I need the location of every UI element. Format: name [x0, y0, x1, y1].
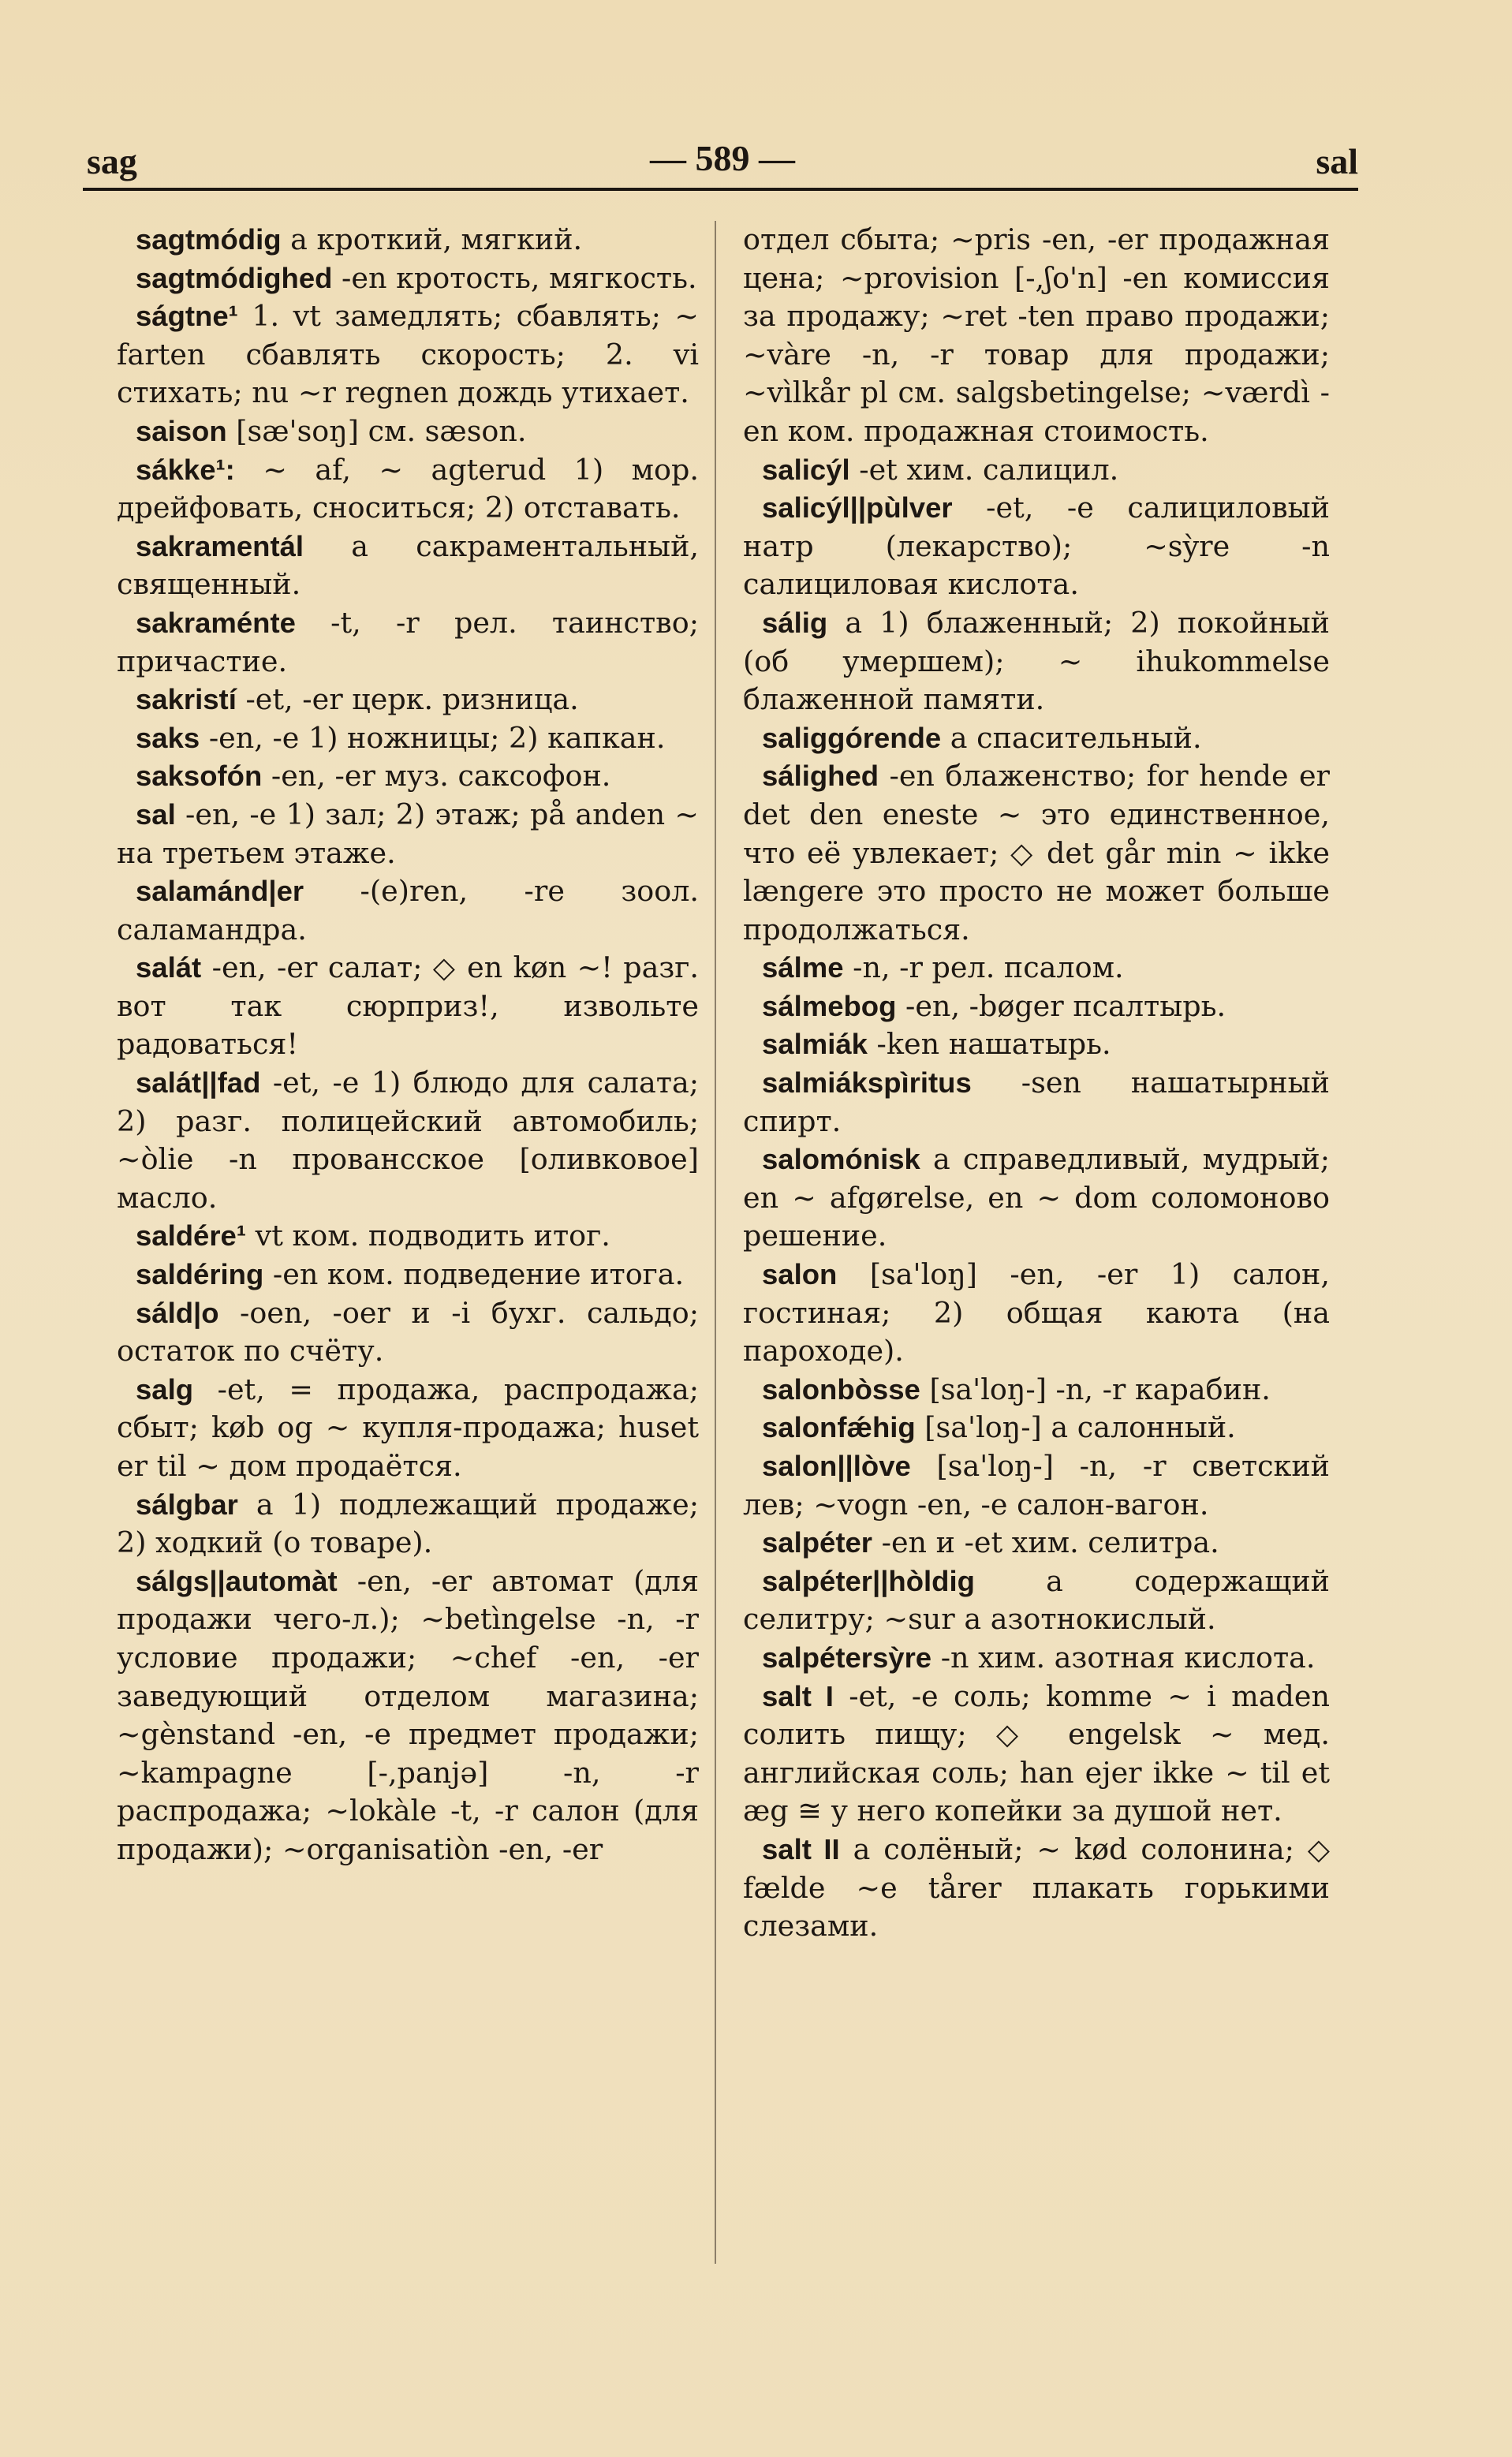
right-column — [743, 221, 1330, 1946]
dictionary-entry — [743, 1256, 1330, 1371]
entry-headword: salmiák — [762, 1028, 868, 1061]
dictionary-entry — [743, 1639, 1330, 1678]
dictionary-entry — [117, 796, 699, 872]
entry-definition: a кроткий, мягкий. — [290, 222, 583, 256]
entry-definition: -et, = продажа, распродажа; сбыт; køb og ~ купля-продажа; huset er til ~ дом продаётся. — [117, 1372, 699, 1483]
entry-definition: 1. vt замедлять; сбавлять; ~ farten сбавлять скорость; 2. vi стихать; nu ~r regnen дождь утихает. — [117, 299, 699, 410]
entry-headword: saksofón — [136, 760, 263, 793]
dictionary-entry — [743, 757, 1330, 949]
dictionary-entry — [743, 1524, 1330, 1563]
entry-definition: a сакраментальный, священный. — [117, 528, 699, 602]
dictionary-entry — [117, 1294, 699, 1371]
entry-headword: sal — [136, 797, 176, 831]
entry-definition: [sa'loŋ-] -n, -r светский лев; ~vogn -en, -e салон-вагон. — [743, 1449, 1330, 1522]
dictionary-entry — [117, 221, 699, 260]
entry-definition: -en кротость, мягкость. — [342, 260, 697, 295]
dictionary-entry — [117, 1371, 699, 1486]
entry-definition: a 1) подлежащий продаже; 2) ходкий (о товаре). — [117, 1487, 699, 1560]
entry-definition: [sa'loŋ-] -n, -r карабин. — [929, 1372, 1271, 1406]
entry-definition: -en блаженство; for hende er det den eneste ~ это единственное, что её увлекает; ◇ det går min ~ ikke længere это просто не может больше продолжаться. — [743, 759, 1330, 947]
dictionary-entry — [117, 757, 699, 796]
dictionary-entry — [743, 451, 1330, 490]
entry-headword: sagtmódig — [136, 223, 282, 256]
entry-definition: [sa'loŋ-] a салонный. — [924, 1410, 1236, 1445]
entry-headword: salát||fad — [136, 1066, 261, 1100]
entry-definition: -oen, -oer и -i бухг. сальдо; остаток по счёту. — [117, 1295, 699, 1369]
dictionary-entry — [743, 1409, 1330, 1447]
entry-headword: salamánd|er — [136, 875, 304, 908]
entry-headword: saldéring — [136, 1258, 264, 1291]
entry-headword: sakristí — [136, 683, 237, 716]
entry-headword: salmiákspìritus — [762, 1066, 972, 1100]
entry-definition: [sa'loŋ] -en, -er 1) салон, гостиная; 2) общая каюта (на пароходе). — [743, 1257, 1330, 1369]
dictionary-entry — [117, 1064, 699, 1217]
column-divider — [715, 221, 716, 2264]
page-number: — 589 — — [650, 138, 795, 178]
dictionary-entry — [117, 604, 699, 681]
entry-headword: salicýl — [762, 453, 850, 486]
dictionary-entry — [743, 1563, 1330, 1639]
dictionary-entry — [743, 1678, 1330, 1831]
entry-definition: -et, -e 1) блюдо для салата; 2) разг. полицейский автомобиль; ~òlie -n провансское [оливковое] масло. — [117, 1066, 700, 1215]
entry-definition: -en, -e 1) ножницы; 2) капкан. — [208, 720, 666, 755]
entry-definition: -n хим. азотная кислота. — [940, 1640, 1316, 1675]
entry-headword: sálmebog — [762, 989, 897, 1022]
dictionary-entry — [743, 1371, 1330, 1410]
entry-headword: salon||lòve — [762, 1450, 911, 1482]
entry-definition: a солёный; ~ kød солонина; ◇ fælde ~e tårer плакать горькими слезами. — [743, 1832, 1330, 1944]
entry-headword: sakraménte — [136, 606, 296, 639]
dictionary-entry — [743, 604, 1330, 719]
header-right-guideword: sal — [1316, 141, 1358, 181]
entry-definition: -en ком. подведение итога. — [272, 1257, 685, 1292]
entry-definition: -(e)ren, -re зоол. саламандра. — [117, 874, 699, 947]
entry-headword: salt II — [762, 1832, 840, 1865]
entry-definition: -n, -r рел. псалом. — [853, 950, 1124, 985]
entry-headword: salpéter||hòldig — [762, 1564, 975, 1597]
entry-headword: salt I — [762, 1679, 834, 1712]
entry-headword: sakramentál — [136, 529, 304, 562]
dictionary-entry — [117, 719, 699, 758]
entry-headword: sálig — [762, 606, 828, 639]
dictionary-entry — [117, 451, 699, 528]
entry-definition: -en, -e 1) зал; 2) этаж; på anden ~ на третьем этаже. — [117, 797, 699, 870]
dictionary-entry — [743, 949, 1330, 988]
entry-headword: saks — [136, 721, 200, 754]
entry-definition: [sæ'soŋ] см. sæson. — [236, 413, 527, 448]
dictionary-entry — [743, 988, 1330, 1026]
dictionary-entry — [743, 1141, 1330, 1256]
dictionary-entry — [743, 719, 1330, 758]
dictionary-entry — [743, 1064, 1330, 1141]
entry-definition: a справедливый, мудрый; en ~ afgørelse, en ~ dom соломоново решение. — [743, 1142, 1330, 1253]
dictionary-entry — [117, 528, 699, 604]
entry-headword: saison — [136, 414, 227, 447]
dictionary-entry — [117, 260, 699, 298]
dictionary-entry — [117, 1256, 699, 1294]
entry-headword: salg — [136, 1372, 194, 1406]
entry-definition: -en, -er салат; ◇ en køn ~! разг. вот так сюрприз!, извольте радоваться! — [117, 950, 699, 1062]
entry-headword: ságtne¹ — [136, 300, 238, 333]
dictionary-entry — [117, 872, 699, 949]
entry-definition: -sen нашатырный спирт. — [743, 1066, 1330, 1138]
entry-headword: sálighed — [762, 760, 879, 793]
entry-headword: salonfǽhig — [762, 1411, 916, 1444]
dictionary-entry — [743, 1025, 1330, 1064]
entry-headword: salonbòsse — [762, 1372, 920, 1406]
entry-headword: salpéter — [762, 1526, 872, 1559]
left-column — [117, 221, 699, 1869]
entry-headword: salomónisk — [762, 1143, 920, 1176]
entry-definition: -en, -er муз. саксофон. — [271, 759, 611, 793]
dictionary-entry — [743, 1831, 1330, 1946]
entry-headword: saliggórende — [762, 721, 942, 754]
entry-headword: sáld|o — [136, 1296, 219, 1329]
entry-headword: saldére¹ — [136, 1219, 246, 1253]
entry-definition: -en, -bøger псалтырь. — [905, 988, 1226, 1023]
entry-headword: salát — [136, 951, 202, 984]
dictionary-entry — [117, 949, 699, 1064]
entry-definition: отдел сбыта; ~pris -en, -er продажная цена; ~provision [-,ʃo'n] -en комиссия за продажу; ~ret -ten право продажи; ~vàre -n, -r товар для продажи; ~vìlkår pl см. salgsbetingelse; ~værdì -en ком. продажная стоимость. — [743, 222, 1330, 448]
entry-definition: vt ком. подводить итог. — [255, 1219, 610, 1253]
entry-headword: salpétersỳre — [762, 1641, 932, 1674]
entry-definition: -ken нашатырь. — [876, 1027, 1111, 1062]
entry-headword: sálgs||automàt — [136, 1564, 338, 1597]
entry-headword: salon — [762, 1258, 838, 1291]
header-rule — [83, 188, 1358, 191]
page-header — [87, 140, 1358, 181]
dictionary-entry — [117, 413, 699, 451]
entry-definition: -t, -r рел. таинство; причастие. — [117, 605, 699, 678]
header-left-guideword: sag — [87, 141, 137, 181]
entry-headword: sagtmódighed — [136, 261, 333, 294]
dictionary-entry — [743, 1447, 1330, 1524]
entry-definition: -en, -er автомат (для продажи чего-л.); ~betìngelse -n, -r условие продажи; ~chef -en, -er заведующий отделом магазина; ~gènstand -en, -e предмет продажи; ~kampagne [-,panjə] -n, -r распродажа; ~lokàle -t, -r салон (для продажи); ~organisatiòn -en, -er — [117, 1563, 699, 1866]
dictionary-entry — [743, 489, 1330, 604]
dictionary-entry — [117, 1217, 699, 1256]
entry-definition: -et хим. салицил. — [859, 452, 1119, 487]
dictionary-entry — [117, 681, 699, 719]
entry-headword: sákke¹: — [136, 453, 235, 486]
entry-definition: -en и -et хим. селитра. — [881, 1525, 1219, 1560]
dictionary-entry — [117, 1563, 699, 1869]
entry-definition: -et, -er церк. ризница. — [245, 682, 579, 717]
entry-definition: -et, -e соль; komme ~ i maden солить пищу; ◇ engelsk ~ мед. английская соль; han ejer ikke ~ til et æg ≅ у него копейки за душой нет. — [743, 1678, 1330, 1828]
dictionary-entry — [117, 1486, 699, 1563]
entry-headword: salicýl||pùlver — [762, 491, 953, 525]
entry-definition: a содержащий селитру; ~sur a азотнокислый. — [743, 1563, 1330, 1637]
entry-definition: -et, -e салициловый натр (лекарство); ~sỳre -n салициловая кислота. — [743, 491, 1330, 602]
entry-headword: sálme — [762, 951, 844, 984]
dictionary-entry — [743, 221, 1330, 451]
dictionary-entry — [117, 297, 699, 413]
entry-headword: sálgbar — [136, 1488, 238, 1521]
entry-definition: a 1) блаженный; 2) покойный (об умершем); ~ ihukommelse блаженной памяти. — [743, 605, 1330, 717]
entry-definition: a спасительный. — [950, 720, 1202, 755]
entry-definition: ~ af, ~ agterud 1) мор. дрейфовать, сноситься; 2) отставать. — [117, 452, 699, 525]
